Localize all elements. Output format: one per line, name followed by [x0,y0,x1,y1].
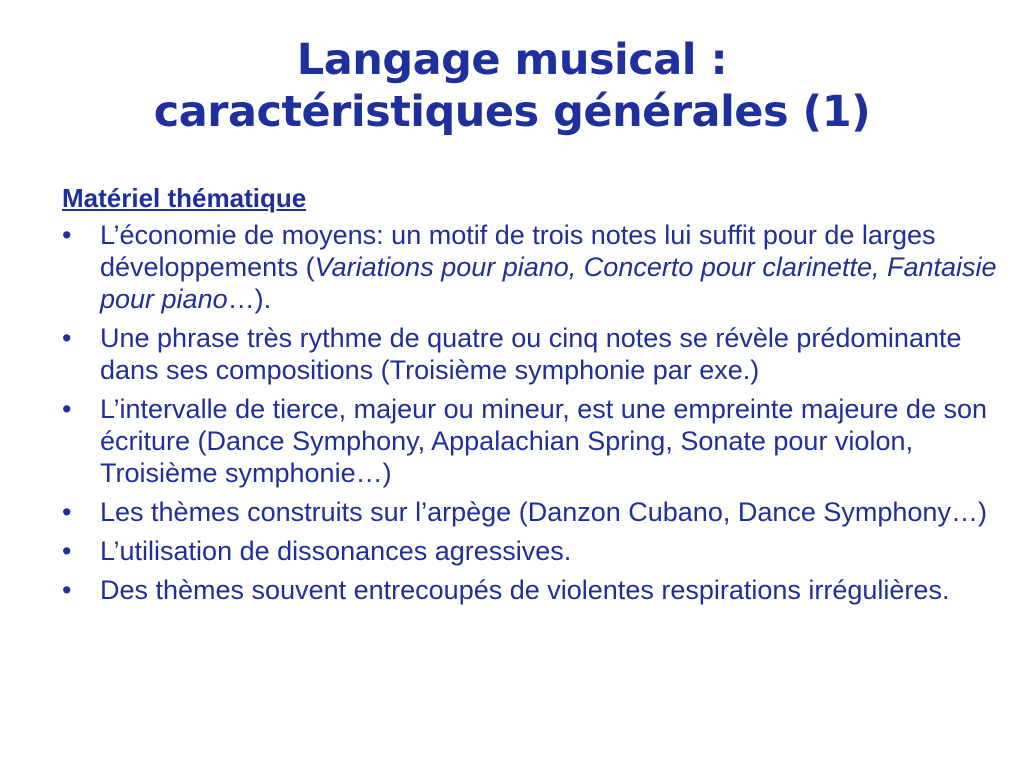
list-item [62,219,1002,315]
item-text: L’utilisation de dissonances agressives. [100,536,572,566]
bullet-icon: • [62,575,72,605]
list-item [62,574,1002,606]
bullet-icon: • [62,220,72,250]
title-line-2: caractéristiques générales (1) [153,87,871,137]
item-text-end: …). [227,284,272,314]
item-text: Les thèmes construits sur l’arpège (Danzon Cubano, Dance Symphony…) [100,497,987,527]
item-text: L’économie de moyens: un motif de trois notes lui suffit pour de larges développements ( [100,220,936,282]
slide-title [0,34,1024,138]
bullet-icon: • [62,323,72,353]
section-heading: Matériel thématique [62,183,307,213]
slide-content [62,182,1002,613]
item-text: Une phrase très rythme de quatre ou cinq notes se révèle prédominante dans ses compositions (Troisième symphonie par exe.) [100,323,962,385]
bullet-icon: • [62,536,72,566]
bullet-list [62,219,1002,606]
bullet-icon: • [62,394,72,424]
list-item [62,322,1002,386]
title-line-1: Langage musical : [296,35,728,85]
item-text: L’intervalle de tierce, majeur ou mineur, est une empreinte majeure de son écriture (Dance Symphony, Appalachian Spring, Sonate pour violon, Troisième symphonie…) [100,394,987,488]
item-text-italic: Variations pour piano, Concerto pour clarinette, Fantaisie pour piano [100,252,997,314]
list-item [62,496,1002,528]
list-item [62,393,1002,489]
bullet-icon: • [62,497,72,527]
item-text: Des thèmes souvent entrecoupés de violentes respirations irrégulières. [100,575,950,605]
list-item [62,535,1002,567]
